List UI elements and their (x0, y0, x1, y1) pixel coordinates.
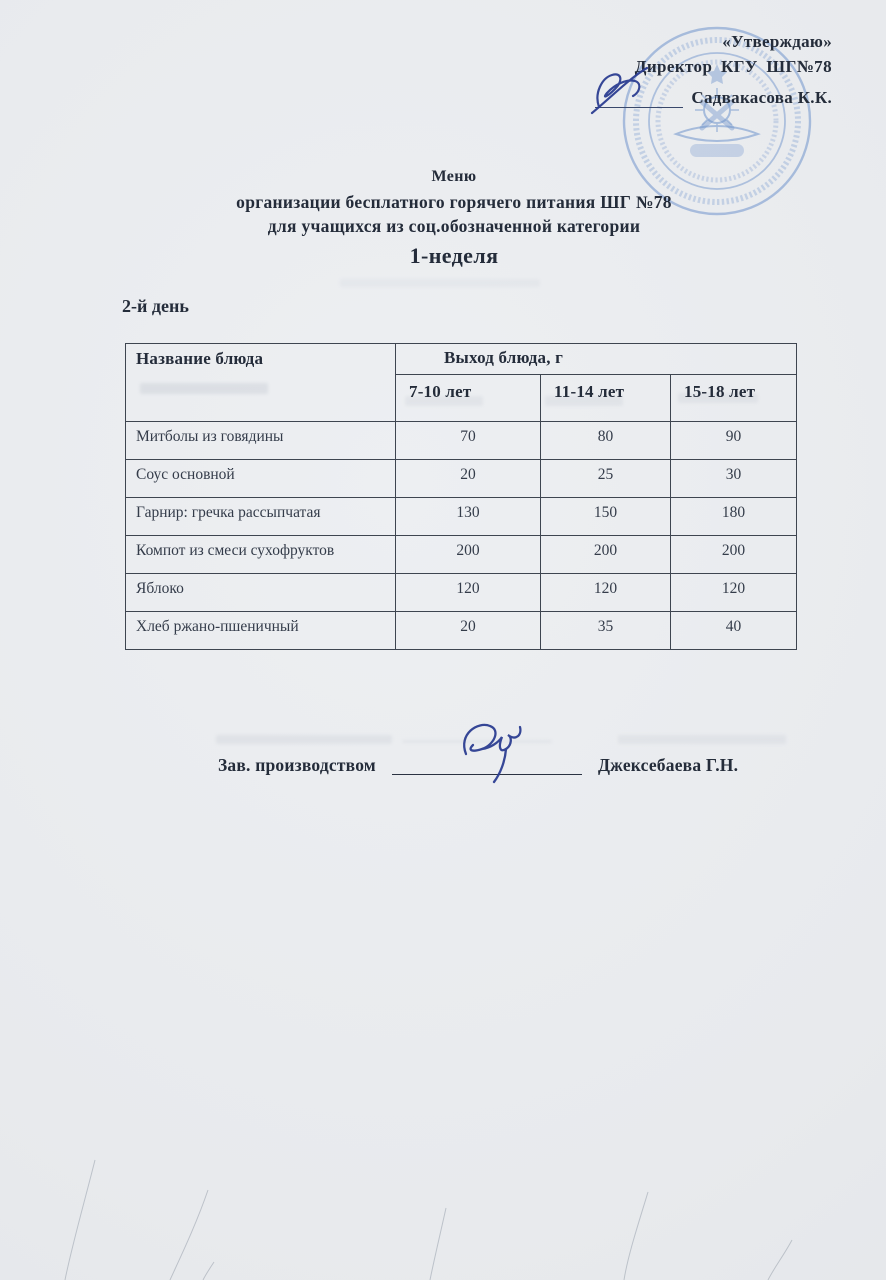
bleedthrough-smudge (618, 735, 786, 744)
table-row (126, 612, 797, 650)
portion-value-cell: 120 (541, 574, 671, 612)
portion-value-cell: 35 (541, 612, 671, 650)
portion-value-cell: 120 (396, 574, 541, 612)
portion-value-cell: 80 (541, 422, 671, 460)
paper-crease-lines (0, 1080, 886, 1280)
portion-value-cell: 30 (671, 460, 797, 498)
portion-value-cell: 120 (671, 574, 797, 612)
signature-block (218, 744, 738, 777)
portion-value-cell: 40 (671, 612, 797, 650)
portion-value-cell: 200 (671, 536, 797, 574)
portion-value-cell: 180 (671, 498, 797, 536)
dish-name-cell: Митболы из говядины (126, 422, 396, 460)
portion-value-cell: 130 (396, 498, 541, 536)
portion-value-cell: 90 (671, 422, 797, 460)
approve-label: «Утверждаю» (722, 32, 832, 51)
dish-column-header: Название блюда (126, 344, 396, 422)
dish-name-cell: Гарнир: гречка рассыпчатая (126, 498, 396, 536)
manager-signature-line (392, 744, 582, 775)
menu-table (125, 343, 797, 650)
dish-name-cell: Компот из смеси сухофруктов (126, 536, 396, 574)
title-line-3: для учащихся из соц.обозначенной категории (267, 216, 641, 236)
director-name: Садвакасова К.К. (691, 88, 832, 107)
portion-value-cell: 200 (541, 536, 671, 574)
dish-name-cell: Хлеб ржано-пшеничный (126, 612, 396, 650)
signer-role-label: Зав. производством (218, 755, 376, 775)
table-row (126, 536, 797, 574)
table-row (126, 422, 797, 460)
signer-name: Джексебаева Г.Н. (597, 755, 739, 775)
portion-value-cell: 20 (396, 612, 541, 650)
age-header-7-10: 7-10 лет (396, 375, 541, 422)
table-header-row (126, 344, 797, 375)
document-title-block (0, 168, 886, 269)
title-line-1: Меню (431, 168, 477, 185)
age-header-15-18: 15-18 лет (671, 375, 797, 422)
table-row (126, 574, 797, 612)
dish-name-cell: Соус основной (126, 460, 396, 498)
portion-value-cell: 20 (396, 460, 541, 498)
director-title-line: Директор КГУ ШГ№78 (634, 57, 832, 76)
week-label: 1-неделя (409, 243, 499, 268)
portion-value-cell: 25 (541, 460, 671, 498)
bleedthrough-smudge (216, 735, 392, 744)
bleedthrough-smudge (340, 279, 540, 287)
portion-value-cell: 150 (541, 498, 671, 536)
table-row (126, 460, 797, 498)
output-group-header: Выход блюда, г (396, 344, 797, 375)
portion-value-cell: 200 (396, 536, 541, 574)
approval-block (595, 32, 832, 108)
age-header-11-14: 11-14 лет (541, 375, 671, 422)
director-signature-icon (589, 65, 673, 115)
portion-value-cell: 70 (396, 422, 541, 460)
day-label: 2-й день (122, 296, 189, 316)
dish-name-cell: Яблоко (126, 574, 396, 612)
title-line-2: организации бесплатного горячего питания ШГ №78 (236, 192, 672, 212)
director-signature-row (595, 81, 832, 108)
director-signature-line (595, 81, 683, 108)
manager-signature-icon (440, 718, 540, 784)
table-row (126, 498, 797, 536)
